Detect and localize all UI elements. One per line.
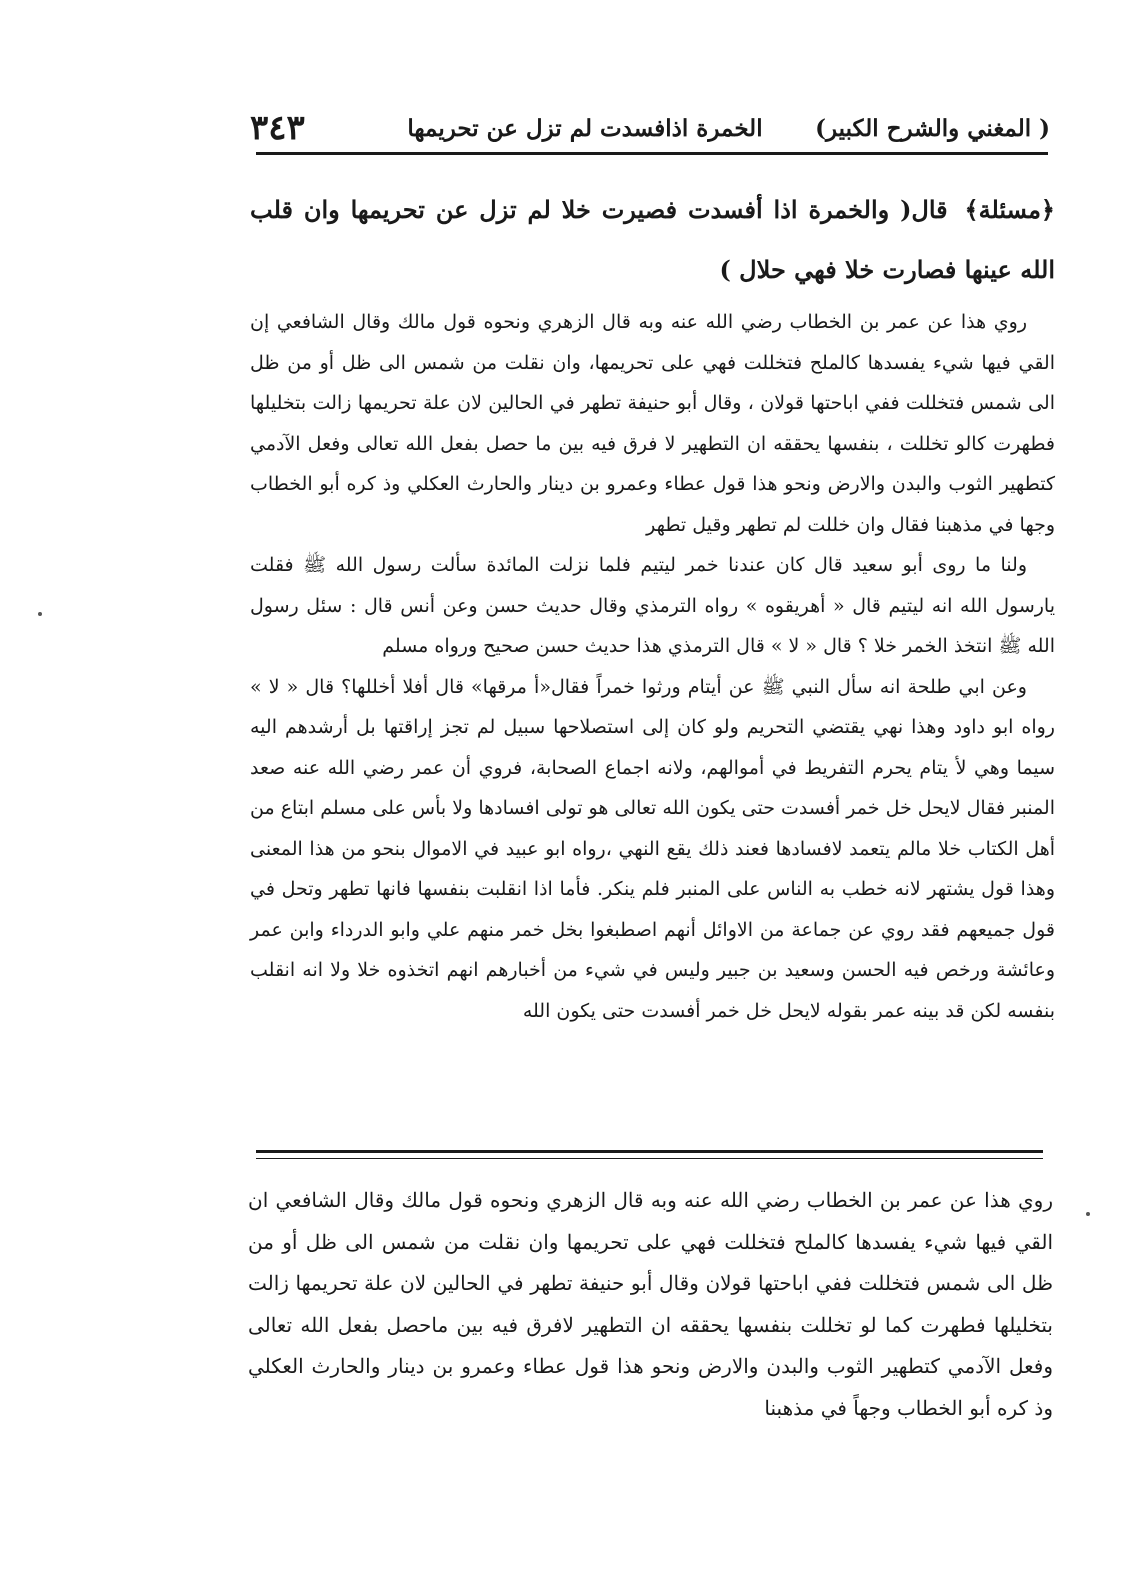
body-paragraph: روي هذا عن عمر بن الخطاب رضي الله عنه وبه قال الزهري ونحوه قول مالك وقال الشافعي إن القي فيها شيء يفسدها كالملح فتخللت فهي على تحريمها، وان نقلت من شمس الى ظل أو من ظل الى شمس فتخللت ففي اباحتها قولان ، وقال أبو حنيفة تطهر في الحالين لان علة تحريمها زالت بتخليلها فطهرت كالو تخللت ، بنفسها يحققه ان التطهير لا فرق فيه بين ما حصل بفعل الله تعالى وفعل الآدمي كتطهير الثوب والبدن والارض ونحو هذا قول عطاء وعمرو بن دينار والحارث العكلي وذ كره أبو الخطاب وجها في مذهبنا فقال وان خللت لم تطهر وقيل تطهر: [250, 311, 1055, 536]
scan-speck: [1086, 1212, 1090, 1216]
footnote-block: [248, 1180, 1053, 1429]
book-title: ( المغني والشرح الكبير): [815, 114, 1050, 142]
body-paragraph: وعن ابي طلحة انه سأل النبي ﷺ عن أيتام ورثوا خمراً فقال«أ مرقها» قال أفلا أخللها؟ قال « لا » رواه ابو داود وهذا نهي يقتضي التحريم ولو كان إلى استصلاحها سبيل لم تجز إراقتها بل أرشدهم اليه سيما وهي لأ يتام يحرم التفريط في أموالهم، ولانه اجماع الصحابة، فروي أن عمر رضي الله عنه صعد المنبر فقال لايحل خل خمر أفسدت حتى يكون الله تعالى هو تولى افسادها ولا بأس على مسلم ابتاع من أهل الكتاب خلا مالم يتعمد لافسادها فعند ذلك يقع النهي ،رواه ابو عبيد في الاموال بنحو من هذا المعنى وهذا قول يشتهر لانه خطب به الناس على المنبر فلم ينكر. فأما اذا انقلبت بنفسها فانها تطهر وتحل في قول جميعهم فقد روي عن جماعة من الاوائل أنهم اصطبغوا بخل خمر منهم علي وابو الدرداء وابن عمر وعائشة ورخص فيه الحسن وسعيد بن جبير وليس في شيء من أخبارهم انهم اتخذوه خلا ولا انه انقلب بنفسه لكن قد بينه عمر بقوله لايحل خل خمر أفسدت حتى يكون الله: [250, 675, 1055, 1022]
masala-tag: ﴿مسئلة﴾: [964, 195, 1055, 224]
body-paragraph: ولنا ما روى أبو سعيد قال كان عندنا خمر ليتيم فلما نزلت المائدة سألت رسول الله ﷺ فقلت يارسول الله انه ليتيم قال « أهريقوه » رواه الترمذي وقال حديث حسن وعن أنس قال : سئل رسول الله ﷺ انتخذ الخمر خلا ؟ قال « لا » قال الترمذي هذا حديث حسن صحيح ورواه مسلم: [250, 554, 1055, 657]
masala-text: قال( والخمرة اذا أفسدت فصيرت خلا لم تزل عن تحريمها وان قلب الله عينها فصارت خلا فهي حلال ): [250, 195, 1055, 284]
scan-speck: [38, 612, 42, 616]
footnote-rule: [256, 1150, 1043, 1159]
section-title: الخمرة اذافسدت لم تزل عن تحريمها: [407, 114, 763, 142]
commentary-body: [250, 302, 1055, 1031]
header-rule: [256, 152, 1048, 155]
running-header: [250, 104, 1050, 152]
footnote-text: روي هذا عن عمر بن الخطاب رضي الله عنه وبه قال الزهري ونحوه قول مالك وقال الشافعي ان القي فيها شيء يفسدها كالملح فتخللت فهي على تحريمها وان نقلت من شمس الى ظل أو من ظل الى شمس فتخللت ففي اباحتها قولان وقال أبو حنيفة تطهر في الحالين لان علة تحريمها زالت بتخليلها فطهرت كما لو تخللت بنفسها يحققه ان التطهير لافرق فيه بين ماحصل بفعل الله تعالى وفعل الآدمي كتطهير الثوب والبدن والارض ونحو هذا قول عطاء وعمرو بن دينار والحارث العكلي وذ كره أبو الخطاب وجهاً في مذهبنا: [248, 1188, 1053, 1420]
masala-heading: [250, 180, 1055, 300]
page-number: ٣٤٣: [250, 108, 305, 148]
